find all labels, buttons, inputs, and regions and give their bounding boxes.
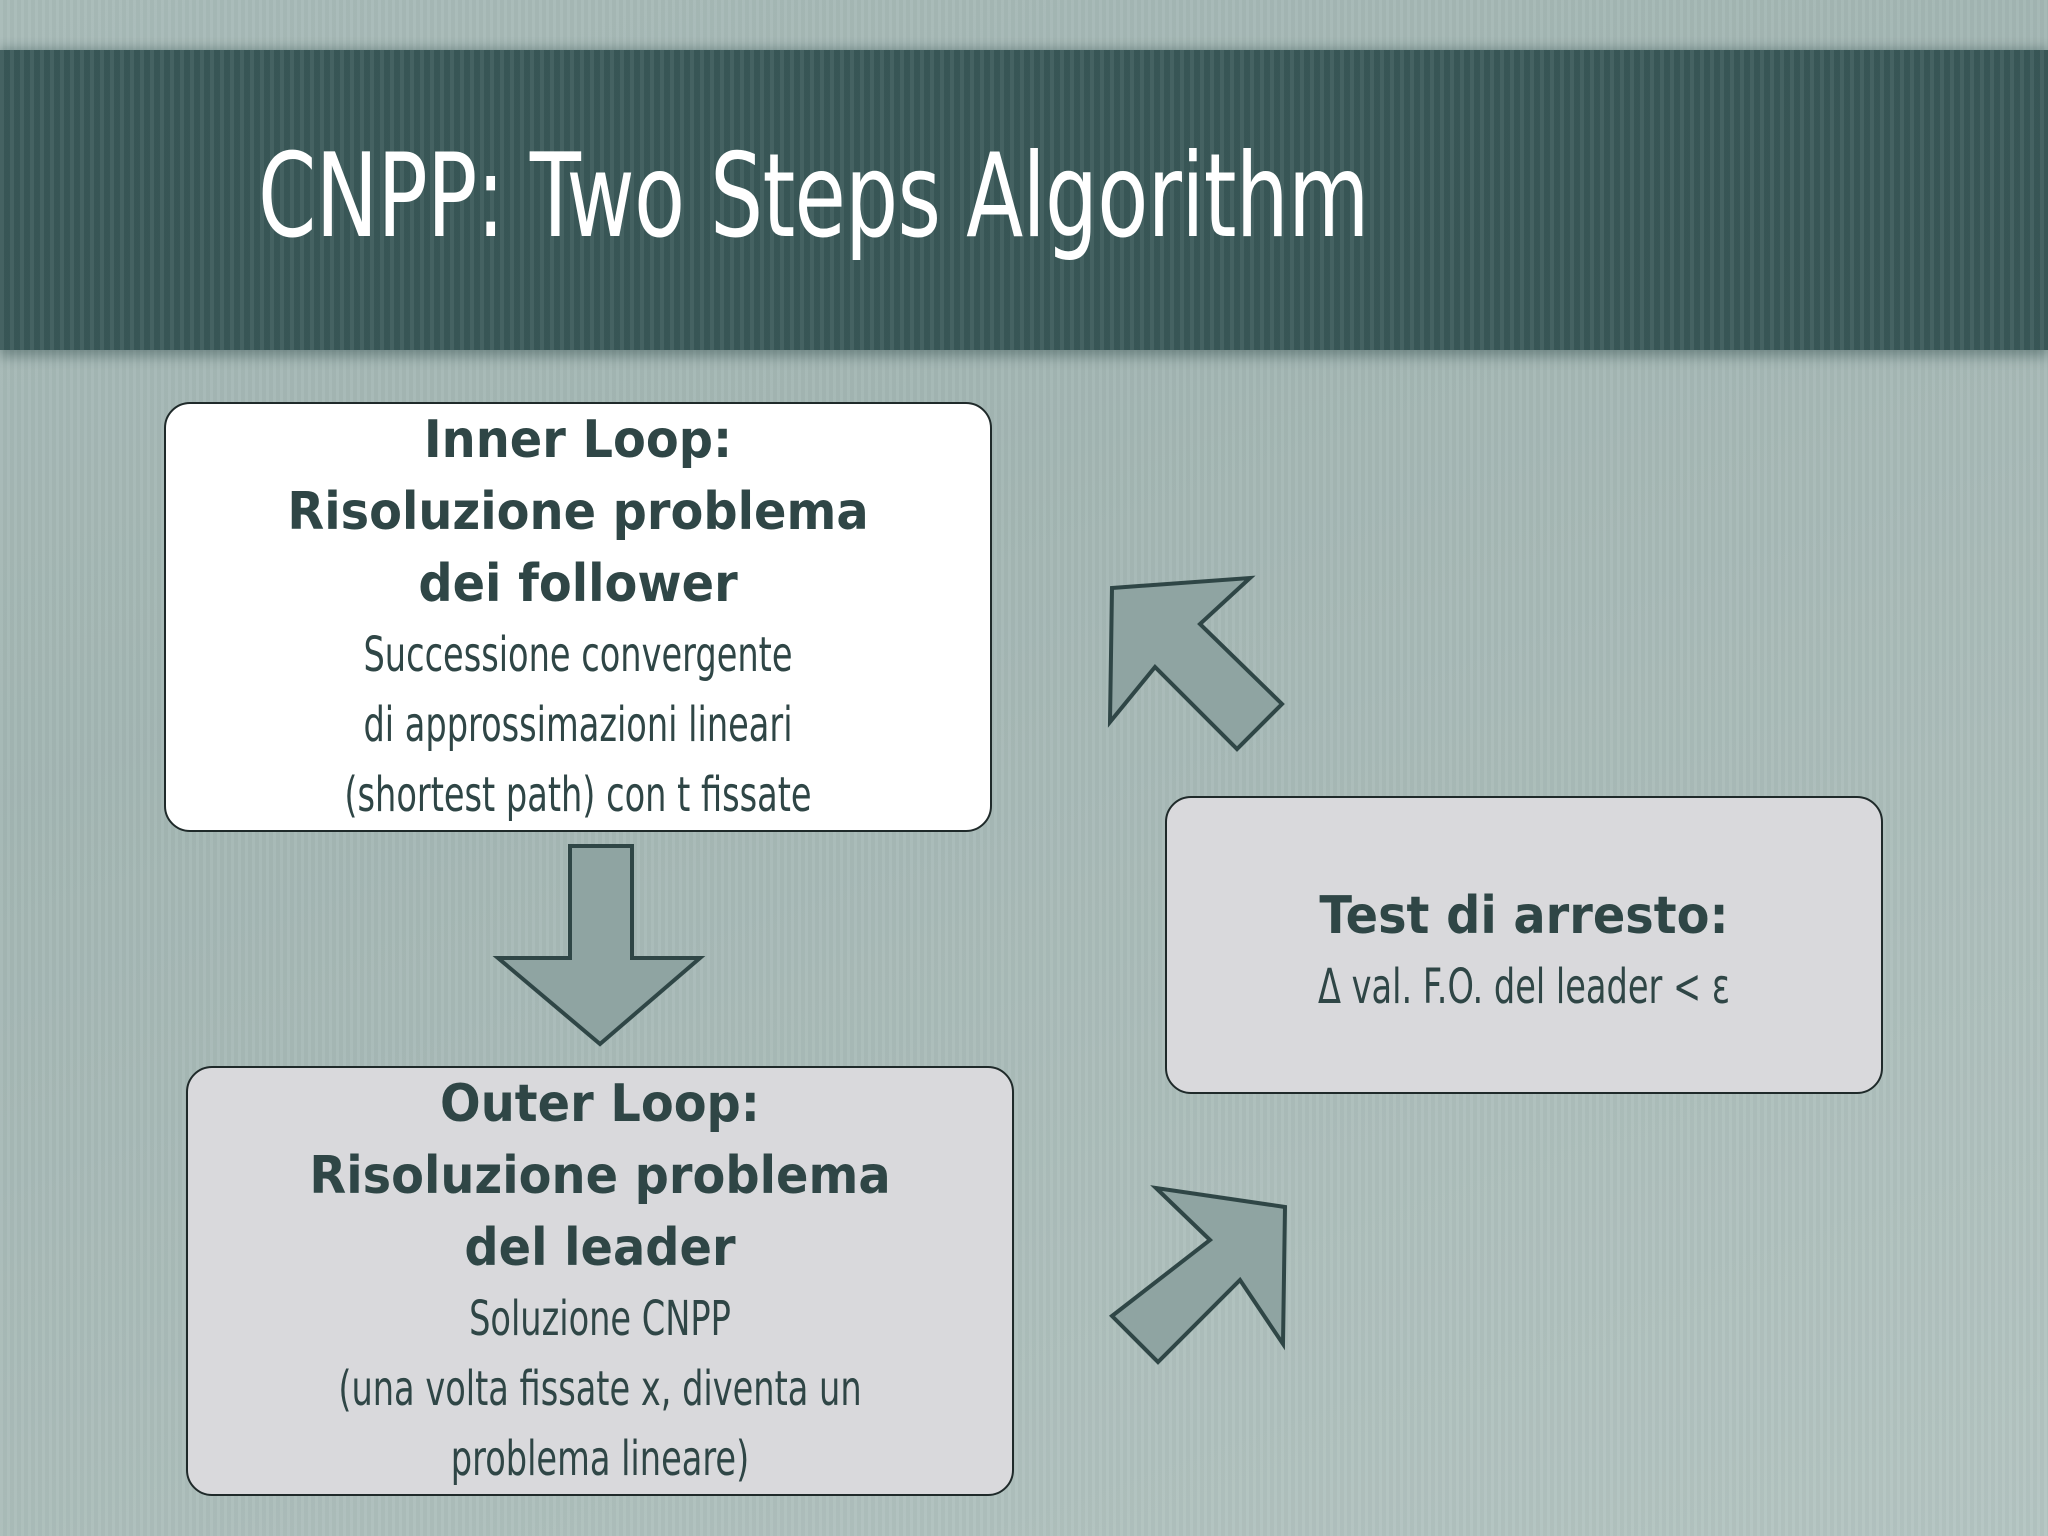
arrow-down-icon bbox=[498, 846, 700, 1044]
slide-title: CNPP: Two Steps Algorithm bbox=[258, 129, 1369, 264]
arrow-up-left-icon bbox=[1110, 578, 1282, 749]
outer-loop-body-line: (una volta fissate x, diventa un bbox=[338, 1361, 862, 1417]
outer-loop-body-line: Soluzione CNPP bbox=[469, 1291, 731, 1347]
inner-loop-box bbox=[164, 402, 992, 832]
arrow-up-right-icon bbox=[1112, 1188, 1285, 1362]
outer-loop-heading-line: del leader bbox=[464, 1218, 736, 1278]
stop-test-condition: Δ val. F.O. del leader < ε bbox=[1318, 959, 1730, 1015]
inner-loop-body-line: di approssimazioni lineari bbox=[363, 697, 793, 753]
stop-test-heading: Test di arresto: bbox=[1319, 886, 1729, 946]
inner-loop-body-line: (shortest path) con t fissate bbox=[344, 767, 812, 823]
inner-loop-heading-line: dei follower bbox=[418, 554, 738, 614]
outer-loop-body-line: problema lineare) bbox=[450, 1431, 750, 1487]
inner-loop-body-line: Successione convergente bbox=[363, 627, 793, 683]
outer-loop-box bbox=[186, 1066, 1014, 1496]
outer-loop-heading-line: Risoluzione problema bbox=[309, 1146, 891, 1206]
inner-loop-heading-line: Inner Loop: bbox=[423, 410, 733, 470]
inner-loop-heading-line: Risoluzione problema bbox=[287, 482, 869, 542]
stop-test-box bbox=[1165, 796, 1883, 1094]
outer-loop-heading-line: Outer Loop: bbox=[440, 1074, 760, 1134]
